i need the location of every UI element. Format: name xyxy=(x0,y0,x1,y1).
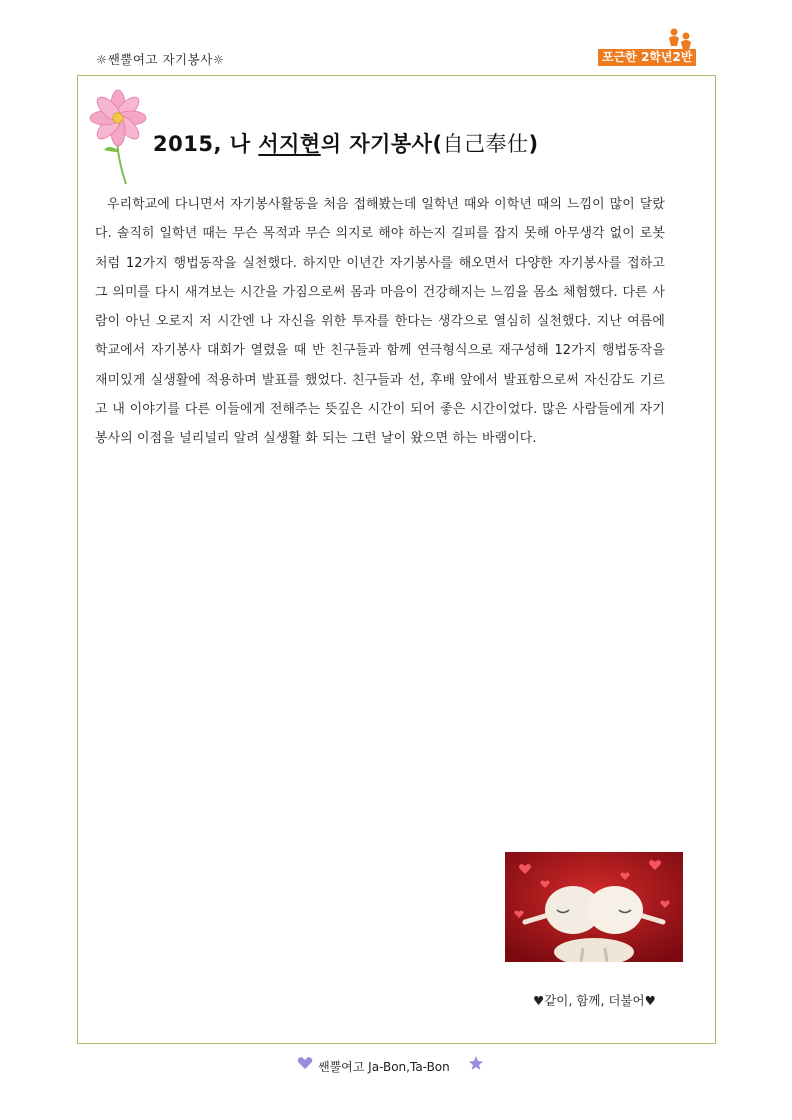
title-hanja: 自己奉仕 xyxy=(442,132,529,156)
heart-icon xyxy=(297,1056,313,1070)
class-badge: 포근한 2학년2반 xyxy=(598,49,696,66)
star-icon xyxy=(468,1055,484,1071)
title-suffix: ) xyxy=(528,132,539,156)
hugging-figures-illustration xyxy=(505,852,683,962)
pink-cosmos-flower-icon xyxy=(88,88,150,188)
footer-text: 쌘뿔여고 Ja-Bon,Ta-Bon xyxy=(318,1060,450,1074)
title-middle: 의 자기봉사( xyxy=(320,132,443,156)
essay-paragraph: 우리학교에 다니면서 자기봉사활동을 처음 접해봤는데 일학년 때와 이학년 때의 느낌이 많이 달랐다. 솔직히 일학년 때는 무슨 목적과 무슨 의지로 해야 하는지 길피를 잡지 못해 아무생각 없이 로봇처럼 12가지 행법동작을 실천했다. 하지만 이년간 자기봉사를 해오면서 다양한 자기봉사를 접하고 그 의미를 다시 새겨보는 시간을 가짐으로써 몸과 마음이 건강해지는 느낌을 몸소 체험했다. 다른 사람이 아닌 오로지 저 시간엔 나 자신을 위한 투자를 한다는 생각으로 열심히 실천했다. 지난 여름에 학교에서 자기봉사 대회가 열렸을 때 반 친구들과 함께 연극형식으로 재구성해 12가지 행법동작을 재미있게 실생활에 적용하며 발표를 했었다. 친구들과 선, 후배 앞에서 발표함으로써 자신감도 기르고 내 이야기를 다른 이들에게 전해주는 뜻깊은 시간이 되어 좋은 시간이었다. 많은 사람들에게 자기봉사의 이점을 널리널리 알려 실생활 화 되는 그런 날이 왔으면 하는 바램이다. xyxy=(95,197,665,447)
page-title xyxy=(153,128,539,158)
author-name: 서지현 xyxy=(258,132,321,156)
title-prefix: 2015, 나 xyxy=(153,132,259,156)
photo-caption: ♥같이, 함께, 더불어♥ xyxy=(533,993,656,1008)
header-school-name: ☼쌘뿔여고 자기봉사☼ xyxy=(96,52,225,67)
orange-people-icon xyxy=(666,26,696,52)
